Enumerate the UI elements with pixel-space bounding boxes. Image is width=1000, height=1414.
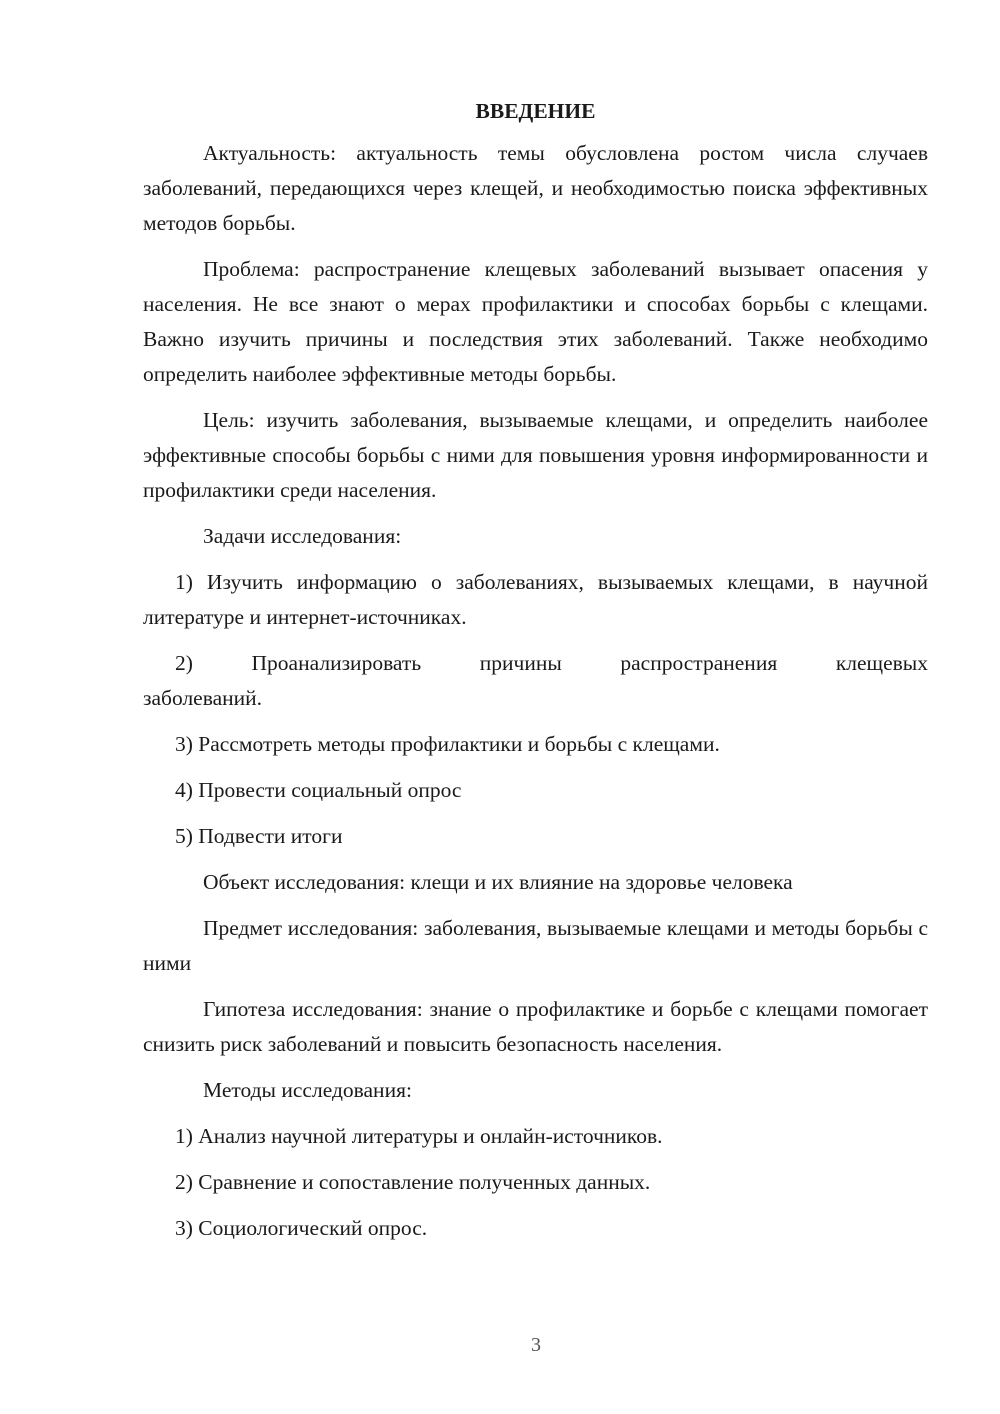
- task-item-5: 5) Подвести итоги: [175, 824, 343, 848]
- goal-paragraph: Цель: изучить заболевания, вызываемые клещами, и определить наиболее эффективные способы борьбы с ними для повышения уровня информированности и профилактики среди населения.: [143, 408, 928, 502]
- task-item-1: 1) Изучить информацию о заболеваниях, вызываемых клещами, в научной литературе и интернет-источниках.: [143, 570, 928, 629]
- task-item-3: 3) Рассмотреть методы профилактики и борьбы с клещами.: [175, 732, 720, 756]
- method-item-3: 3) Социологический опрос.: [175, 1216, 428, 1240]
- problem-paragraph: Проблема: распространение клещевых заболеваний вызывает опасения у населения. Не все знают о мерах профилактики и способах борьбы с клещами. Важно изучить причины и последствия этих заболеваний. Также необходимо определить наиболее эффективные методы борьбы.: [143, 257, 928, 386]
- page-number: 3: [531, 1334, 541, 1356]
- relevance-paragraph: Актуальность: актуальность темы обусловлена ростом числа случаев заболеваний, передающихся через клещей, и необходимостью поиска эффективных методов борьбы.: [143, 141, 928, 235]
- page-title: ВВЕДЕНИЕ: [475, 99, 596, 123]
- method-item-1: 1) Анализ научной литературы и онлайн-источников.: [175, 1124, 663, 1148]
- hypothesis-paragraph: Гипотеза исследования: знание о профилактике и борьбе с клещами помогает снизить риск заболеваний и повысить безопасность населения.: [143, 997, 928, 1056]
- task-item-2-continued: заболеваний.: [143, 686, 263, 710]
- task-item-4: 4) Провести социальный опрос: [175, 778, 462, 802]
- object-paragraph: Объект исследования: клещи и их влияние на здоровье человека: [203, 870, 793, 894]
- task-item-2: 2) Проанализировать причины распространения клещевых: [175, 651, 928, 675]
- document-page: [143, 96, 928, 1257]
- subject-paragraph: Предмет исследования: заболевания, вызываемые клещами и методы борьбы с ними: [143, 916, 928, 975]
- tasks-heading: Задачи исследования:: [203, 524, 402, 548]
- methods-heading: Методы исследования:: [203, 1078, 412, 1102]
- method-item-2: 2) Сравнение и сопоставление полученных данных.: [175, 1170, 651, 1194]
